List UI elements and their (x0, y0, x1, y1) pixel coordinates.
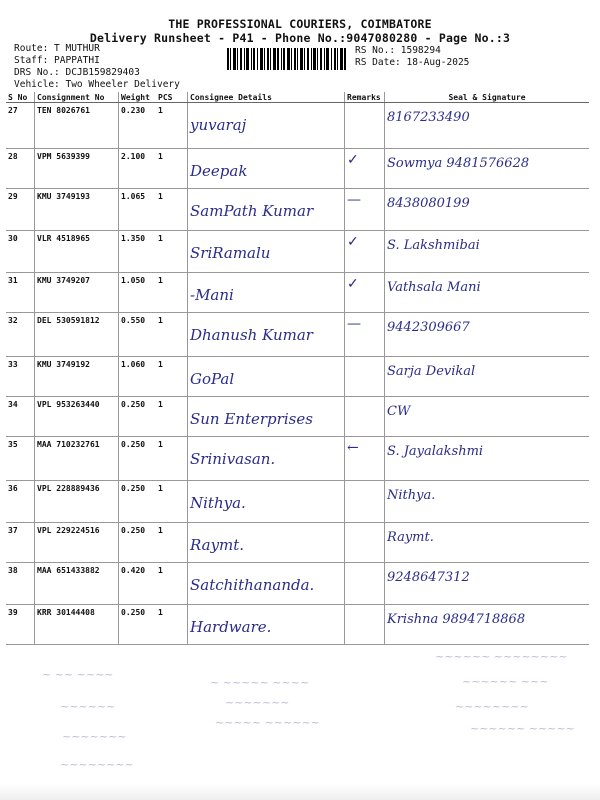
route-label: Route: T MUTHUR (14, 43, 100, 54)
row-pcs: 1 (158, 360, 163, 369)
row-weight: 0.250 (121, 440, 146, 449)
row-consignment-no-cell (35, 273, 119, 313)
row-pcs: 1 (158, 526, 163, 535)
row-seal-signature-cell (385, 231, 590, 273)
row-pcs-cell (156, 437, 188, 481)
row-seal-signature: S. Jayalakshmi (387, 444, 484, 459)
row-consignee-signature-cell (188, 437, 345, 481)
row-seal-signature-cell (385, 437, 590, 481)
row-pcs: 1 (158, 152, 163, 161)
col-header-remarks: Remarks (345, 92, 385, 103)
row-consignee-signature: Srinivasan. (190, 450, 276, 468)
row-remark: ← (347, 440, 359, 456)
row-consignee-signature: Satchithananda. (190, 576, 315, 594)
col-header-consignment: Consignment No (35, 92, 119, 103)
col-header-consignee: Consignee Details (188, 92, 345, 103)
col-header-pcs: PCS (156, 92, 188, 103)
row-weight: 0.230 (121, 106, 146, 115)
row-pcs-cell (156, 189, 188, 231)
row-consignment-no-cell (35, 313, 119, 357)
row-pcs-cell (156, 103, 188, 149)
row-consignment-no: VPM 5639399 (37, 152, 90, 161)
row-weight: 0.250 (121, 526, 146, 535)
row-weight: 0.250 (121, 608, 146, 617)
row-remark-cell (345, 481, 385, 523)
row-consignment-no: TEN 8026761 (37, 106, 90, 115)
row-sno-cell (6, 313, 35, 357)
row-sno-cell (6, 523, 35, 563)
table-row (6, 357, 589, 397)
row-weight-cell (119, 481, 157, 523)
bleed-through-mark: ~~~~~~~ (225, 696, 290, 709)
row-seal-signature-cell (385, 149, 590, 189)
row-remark-cell (345, 189, 385, 231)
row-sno: 34 (8, 400, 18, 409)
row-consignee-signature-cell (188, 397, 345, 437)
row-pcs-cell (156, 149, 188, 189)
row-pcs-cell (156, 313, 188, 357)
row-consignment-no-cell (35, 357, 119, 397)
row-seal-signature-cell (385, 273, 590, 313)
row-seal-signature-cell (385, 313, 590, 357)
row-remark-cell (345, 149, 385, 189)
row-seal-signature: Sarja Devikal (387, 364, 476, 379)
row-weight: 2.100 (121, 152, 146, 161)
row-seal-signature: Sowmya 9481576628 (387, 156, 530, 171)
row-seal-signature: Vathsala Mani (387, 280, 481, 295)
row-sno-cell (6, 103, 35, 149)
row-seal-signature-cell (385, 103, 590, 149)
bleed-through-mark: ~~~~~~ (60, 700, 116, 713)
row-remark-cell (345, 437, 385, 481)
row-remark-cell (345, 231, 385, 273)
row-consignee-signature-cell (188, 189, 345, 231)
row-consignment-no-cell (35, 189, 119, 231)
row-sno-cell (6, 397, 35, 437)
row-consignment-no: MAA 651433882 (37, 566, 100, 575)
row-weight-cell (119, 523, 157, 563)
row-seal-signature: CW (387, 404, 411, 419)
row-consignment-no: VPL 953263440 (37, 400, 100, 409)
row-sno: 31 (8, 276, 18, 285)
row-consignee-signature-cell (188, 357, 345, 397)
row-seal-signature-cell (385, 481, 590, 523)
table-row (6, 523, 589, 563)
row-consignee-signature: Nithya. (190, 494, 246, 512)
row-sno: 32 (8, 316, 18, 325)
row-consignment-no: VLR 4518965 (37, 234, 90, 243)
row-pcs: 1 (158, 106, 163, 115)
row-consignee-signature-cell (188, 273, 345, 313)
row-sno-cell (6, 149, 35, 189)
bleed-through-mark: ~~~~~~ ~~~ (462, 675, 549, 688)
table-row (6, 563, 589, 605)
row-consignee-signature: Dhanush Kumar (190, 326, 313, 344)
bleed-through-mark: ~~~~~~ ~~~~~~~~ (435, 650, 568, 663)
table-row (6, 397, 589, 437)
row-remark-cell (345, 313, 385, 357)
row-weight: 1.065 (121, 192, 146, 201)
row-consignee-signature: Sun Enterprises (190, 410, 313, 428)
row-weight-cell (119, 397, 157, 437)
row-sno-cell (6, 481, 35, 523)
row-weight: 0.250 (121, 400, 146, 409)
row-seal-signature-cell (385, 605, 590, 645)
bleed-through-mark: ~~~~~~ ~~~~~ (470, 722, 575, 735)
rs-number: RS No.: 1598294 (355, 45, 441, 56)
row-seal-signature: 9248647312 (387, 570, 470, 585)
row-consignee-signature-cell (188, 313, 345, 357)
row-seal-signature: 8167233490 (387, 110, 470, 125)
row-consignment-no: KMU 3749193 (37, 192, 90, 201)
row-remark: — (347, 192, 361, 208)
row-consignment-no: DEL 530591812 (37, 316, 100, 325)
row-weight-cell (119, 563, 157, 605)
row-pcs: 1 (158, 440, 163, 449)
row-sno-cell (6, 437, 35, 481)
row-weight: 1.350 (121, 234, 146, 243)
row-weight: 1.050 (121, 276, 146, 285)
row-seal-signature-cell (385, 357, 590, 397)
row-consignment-no-cell (35, 563, 119, 605)
row-remark: ✓ (347, 152, 359, 168)
table-row (6, 273, 589, 313)
row-consignment-no-cell (35, 149, 119, 189)
row-sno: 35 (8, 440, 18, 449)
row-consignment-no-cell (35, 523, 119, 563)
row-consignment-no: KMU 3749192 (37, 360, 90, 369)
row-remark: — (347, 316, 361, 332)
row-weight: 0.420 (121, 566, 146, 575)
row-pcs: 1 (158, 566, 163, 575)
drs-number: DRS No.: DCJB159829403 (14, 67, 140, 78)
row-pcs-cell (156, 563, 188, 605)
row-pcs: 1 (158, 276, 163, 285)
row-consignee-signature: GoPal (190, 370, 235, 388)
row-consignment-no-cell (35, 397, 119, 437)
row-consignee-signature: Hardware. (190, 618, 272, 636)
table-row (6, 313, 589, 357)
row-sno: 39 (8, 608, 18, 617)
row-weight-cell (119, 231, 157, 273)
row-pcs-cell (156, 523, 188, 563)
col-header-weight: Weight (119, 92, 157, 103)
runsheet-subtitle: Delivery Runsheet - P41 - Phone No.:9047080280 - Page No.:3 (89, 31, 511, 45)
row-consignment-no: KMU 3749207 (37, 276, 90, 285)
col-header-sno: S No (6, 92, 35, 103)
row-consignee-signature: yuvaraj (190, 116, 247, 134)
row-pcs-cell (156, 397, 188, 437)
row-consignment-no: VPL 228889436 (37, 484, 100, 493)
row-sno-cell (6, 357, 35, 397)
row-consignee-signature-cell (188, 563, 345, 605)
row-consignee-signature: -Mani (190, 286, 234, 304)
row-weight-cell (119, 437, 157, 481)
row-seal-signature: 9442309667 (387, 320, 470, 335)
bleed-through-mark: ~~~~~~~~ (455, 700, 529, 713)
row-pcs-cell (156, 273, 188, 313)
row-consignment-no-cell (35, 437, 119, 481)
bleed-through-mark: ~ ~~ ~~~~ (42, 668, 114, 681)
row-weight: 1.060 (121, 360, 146, 369)
row-weight: 0.250 (121, 484, 146, 493)
row-sno: 30 (8, 234, 18, 243)
row-consignment-no: VPL 229224516 (37, 526, 100, 535)
row-pcs: 1 (158, 316, 163, 325)
row-seal-signature: Nithya. (387, 488, 436, 503)
row-weight-cell (119, 605, 157, 645)
scan-edge (0, 784, 600, 800)
row-pcs: 1 (158, 234, 163, 243)
row-weight-cell (119, 189, 157, 231)
row-remark: ✓ (347, 234, 359, 250)
row-remark-cell (345, 605, 385, 645)
row-consignment-no-cell (35, 231, 119, 273)
row-remark-cell (345, 563, 385, 605)
table-row (6, 481, 589, 523)
table-row (6, 189, 589, 231)
table-header-row (6, 92, 589, 103)
row-sno-cell (6, 605, 35, 645)
table-row (6, 103, 589, 149)
row-consignee-signature: Deepak (190, 162, 248, 180)
row-seal-signature: S. Lakshmibai (387, 238, 480, 253)
row-consignee-signature-cell (188, 231, 345, 273)
row-weight-cell (119, 103, 157, 149)
row-sno: 28 (8, 152, 18, 161)
runsheet-table (6, 92, 589, 645)
row-sno: 29 (8, 192, 18, 201)
row-seal-signature-cell (385, 397, 590, 437)
row-sno-cell (6, 231, 35, 273)
bleed-through-mark: ~~~~~~~~ (60, 758, 134, 771)
row-remark-cell (345, 103, 385, 149)
row-consignment-no: KRR 30144408 (37, 608, 95, 617)
row-seal-signature-cell (385, 189, 590, 231)
row-consignee-signature: Raymt. (190, 536, 245, 554)
row-pcs: 1 (158, 192, 163, 201)
table-row (6, 149, 589, 189)
row-pcs-cell (156, 357, 188, 397)
row-weight-cell (119, 149, 157, 189)
row-pcs: 1 (158, 400, 163, 409)
row-sno: 33 (8, 360, 18, 369)
table-row (6, 437, 589, 481)
barcode-image (227, 48, 347, 70)
row-sno: 38 (8, 566, 18, 575)
row-consignee-signature-cell (188, 605, 345, 645)
row-sno-cell (6, 189, 35, 231)
row-sno: 27 (8, 106, 18, 115)
row-pcs: 1 (158, 484, 163, 493)
vehicle-label: Vehicle: Two Wheeler Delivery (14, 79, 180, 90)
row-weight-cell (119, 357, 157, 397)
bleed-through-mark: ~~~~~ ~~~~~~ (215, 716, 320, 729)
row-consignee-signature: SamPath Kumar (190, 202, 314, 220)
row-consignment-no-cell (35, 481, 119, 523)
company-name: THE PROFESSIONAL COURIERS, COIMBATORE (168, 17, 432, 31)
row-consignment-no: MAA 710232761 (37, 440, 100, 449)
row-remark-cell (345, 357, 385, 397)
row-consignment-no-cell (35, 103, 119, 149)
rs-date: RS Date: 18-Aug-2025 (355, 57, 470, 68)
row-pcs: 1 (158, 608, 163, 617)
row-pcs-cell (156, 231, 188, 273)
bleed-through-mark: ~~~~~~~ (62, 730, 127, 743)
row-sno: 36 (8, 484, 18, 493)
row-consignee-signature: SriRamalu (190, 244, 271, 262)
row-weight-cell (119, 273, 157, 313)
row-consignee-signature-cell (188, 523, 345, 563)
row-sno-cell (6, 273, 35, 313)
row-remark: ✓ (347, 276, 359, 292)
row-consignee-signature-cell (188, 481, 345, 523)
row-seal-signature: Raymt. (387, 530, 434, 545)
row-seal-signature: 8438080199 (387, 196, 470, 211)
row-weight-cell (119, 313, 157, 357)
row-weight: 0.550 (121, 316, 146, 325)
row-pcs-cell (156, 481, 188, 523)
row-remark-cell (345, 397, 385, 437)
row-sno: 37 (8, 526, 18, 535)
row-remark-cell (345, 523, 385, 563)
col-header-seal: Seal & Signature (385, 92, 590, 103)
staff-label: Staff: PAPPATHI (14, 55, 100, 66)
table-row (6, 231, 589, 273)
row-remark-cell (345, 273, 385, 313)
row-consignee-signature-cell (188, 103, 345, 149)
row-seal-signature-cell (385, 563, 590, 605)
bleed-through-mark: ~ ~~~~~ ~~~~ (210, 676, 310, 689)
row-seal-signature-cell (385, 523, 590, 563)
row-seal-signature: Krishna 9894718868 (387, 612, 526, 627)
row-consignment-no-cell (35, 605, 119, 645)
row-pcs-cell (156, 605, 188, 645)
table-row (6, 605, 589, 645)
row-consignee-signature-cell (188, 149, 345, 189)
row-sno-cell (6, 563, 35, 605)
